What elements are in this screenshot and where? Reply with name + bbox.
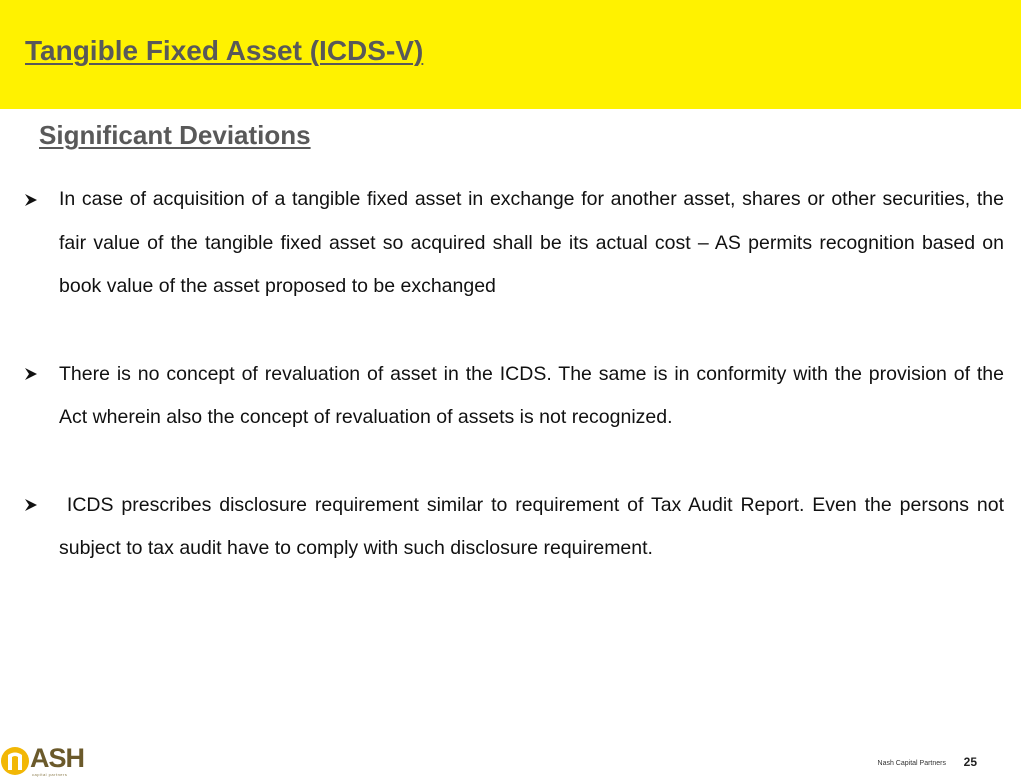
bullet-text: There is no concept of revaluation of asset in the ICDS. The same is in conformity with the provision of the Act wherein also the concept of revaluation of assets is not recognized. — [59, 362, 1004, 428]
bullet-item — [24, 484, 1010, 571]
bullet-list — [24, 178, 1010, 615]
arrowhead-bullet-icon — [24, 178, 59, 221]
bullet-text: ICDS prescribes disclosure requirement similar to requirement of Tax Audit Report. Even the persons not subject to tax audit have to comply with such disclosure requirement. — [59, 493, 1010, 559]
page-number: 25 — [963, 755, 977, 769]
bullet-text: In case of acquisition of a tangible fixed asset in exchange for another asset, shares or other securities, the fair value of the tangible fixed asset so acquired shall be its actual cost – AS permits recognition based on book value of the asset proposed to be exchanged — [59, 188, 1004, 297]
logo-wordmark: ASH — [30, 743, 85, 773]
logo-subtext: capital partners — [32, 772, 68, 777]
slide-title: Tangible Fixed Asset (ICDS-V) — [25, 35, 424, 66]
arrowhead-bullet-icon — [24, 353, 59, 396]
arrowhead-bullet-icon — [24, 484, 59, 527]
nash-logo — [0, 741, 90, 781]
bullet-item — [24, 178, 1004, 309]
logo-n-icon — [0, 743, 30, 777]
bullet-item — [24, 353, 1004, 440]
footer-credit: Nash Capital Partners — [877, 760, 946, 767]
section-heading: Significant Deviations — [39, 120, 311, 150]
